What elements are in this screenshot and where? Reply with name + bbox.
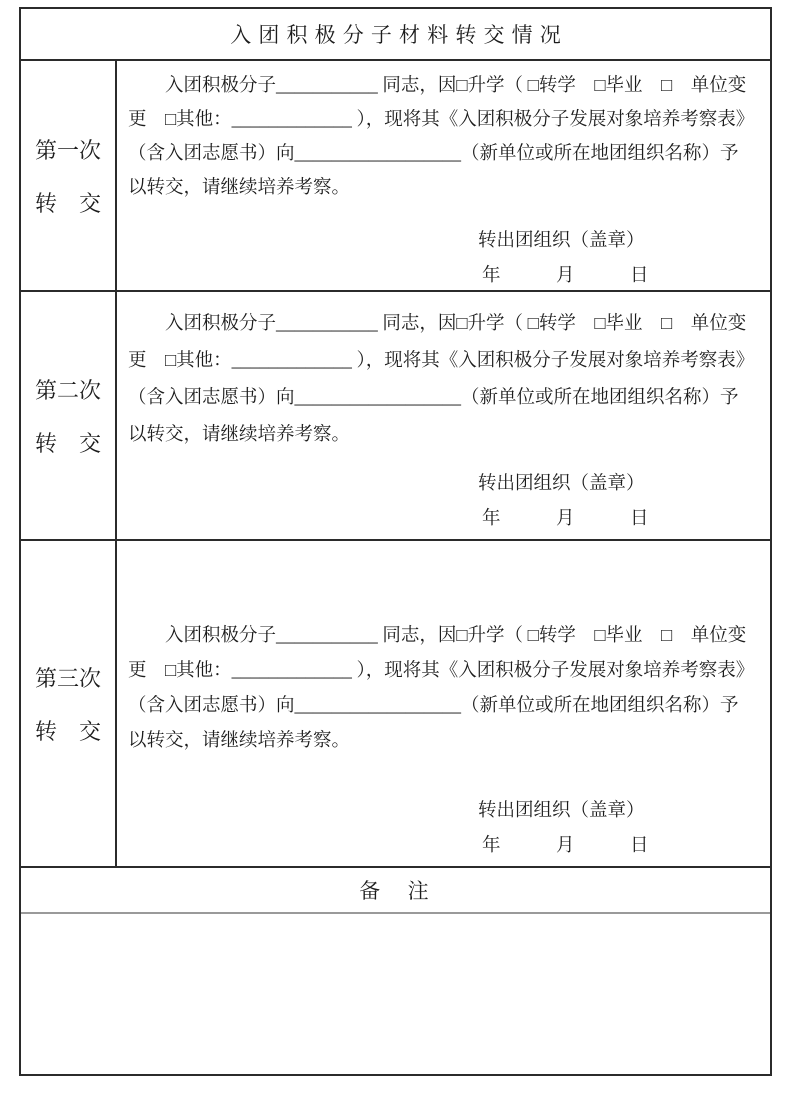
date-line: 年 月 日	[482, 509, 649, 529]
body-line-1: 入团积极分子___________ 同志，因□升学（ □转学 □毕业 □ 单位变	[165, 626, 747, 646]
transfer-label-line1: 第二次	[34, 377, 101, 403]
body-line-2: 更 □其他：_____________ ），现将其《入团积极分子发展对象培养考察表》	[128, 110, 755, 130]
transfer-label-line1: 第三次	[34, 665, 101, 691]
transfer-label-line2: 转 交	[34, 430, 101, 456]
remark-label: 备 注	[359, 879, 432, 903]
transfer-label-line2: 转 交	[34, 718, 101, 744]
transfer-row-first	[21, 61, 770, 292]
remark-header-row	[21, 868, 770, 914]
body-line-4: 以转交，请继续培养考察。	[128, 731, 351, 751]
transfer-label-line2: 转 交	[34, 190, 101, 216]
transfer-label-second	[21, 292, 117, 539]
date-line: 年 月 日	[482, 836, 649, 856]
form-title-row	[21, 9, 770, 61]
transfer-label-line1: 第一次	[34, 137, 101, 163]
remark-content-area	[21, 914, 770, 1074]
transfer-label-first	[21, 61, 117, 290]
signature-line: 转出团组织（盖章）	[478, 801, 645, 821]
form-title: 入团积极分子材料转交情况	[230, 23, 568, 47]
body-line-2: 更 □其他：_____________ ），现将其《入团积极分子发展对象培养考察表》	[128, 661, 755, 681]
signature-line: 转出团组织（盖章）	[478, 474, 645, 494]
signature-block	[128, 223, 764, 290]
body-line-3: （含入团志愿书）向__________________（新单位或所在地团组织名称）予	[128, 144, 739, 164]
body-line-1: 入团积极分子___________ 同志，因□升学（ □转学 □毕业 □ 单位变	[165, 314, 747, 334]
body-line-4: 以转交，请继续培养考察。	[128, 425, 351, 445]
transfer-content-third	[117, 541, 770, 866]
transfer-form-table	[19, 7, 772, 1076]
body-line-3: （含入团志愿书）向__________________（新单位或所在地团组织名称）予	[128, 696, 739, 716]
date-line: 年 月 日	[482, 266, 649, 286]
body-line-2: 更 □其他：_____________ ），现将其《入团积极分子发展对象培养考察表》	[128, 351, 755, 371]
transfer-content-first	[117, 61, 770, 290]
transfer-row-third	[21, 541, 770, 868]
signature-line: 转出团组织（盖章）	[478, 231, 645, 251]
transfer-row-second	[21, 292, 770, 541]
transfer-content-second	[117, 292, 770, 539]
body-line-4: 以转交，请继续培养考察。	[128, 178, 351, 198]
transfer-label-third	[21, 541, 117, 866]
body-line-3: （含入团志愿书）向__________________（新单位或所在地团组织名称）予	[128, 388, 739, 408]
body-line-1: 入团积极分子___________ 同志，因□升学（ □转学 □毕业 □ 单位变	[165, 76, 747, 96]
signature-block	[128, 793, 764, 863]
signature-block	[128, 466, 764, 536]
